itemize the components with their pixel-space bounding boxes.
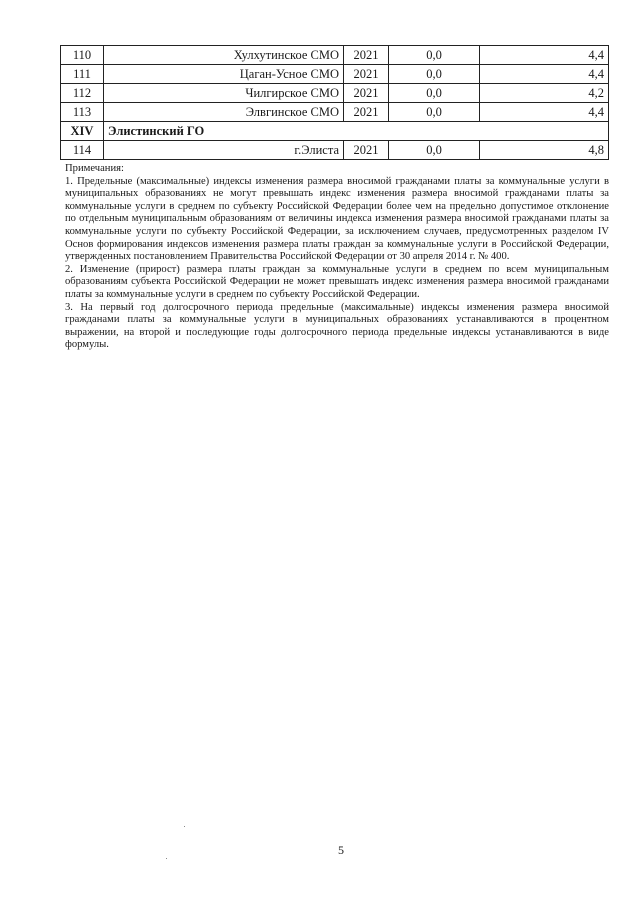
row-year: 2021 [344, 65, 389, 84]
row-value-1: 0,0 [389, 141, 480, 160]
row-number: 110 [61, 46, 104, 65]
table-row [61, 84, 609, 103]
row-number: 113 [61, 103, 104, 122]
row-number: 112 [61, 84, 104, 103]
row-value-1: 0,0 [389, 103, 480, 122]
note-item: 2. Изменение (прирост) размера платы граждан за коммунальные услуги в среднем по всем муниципальным образованиям субъекта Российской Федерации не может превышать индекс изменения размера вносимой гражданами платы за коммунальные услуги в среднем по субъекту Российской Федерации. [65, 263, 609, 300]
note-item: 3. На первый год долгосрочного периода предельные (максимальные) индексы изменения размера вносимой гражданами платы за коммунальные услуги в муниципальных образованиях устанавливаются в процентном выражении, на второй и последующие годы долгосрочного периода предельные индексы устанавливаются в виде формулы. [65, 301, 609, 351]
section-title: Элистинский ГО [104, 122, 609, 141]
row-year: 2021 [344, 103, 389, 122]
row-value-2: 4,4 [480, 46, 609, 65]
page-number: 5 [338, 843, 344, 857]
section-number: XIV [61, 122, 104, 141]
scan-speck [166, 858, 167, 859]
indices-table [60, 45, 609, 160]
row-value-1: 0,0 [389, 84, 480, 103]
row-value-2: 4,4 [480, 103, 609, 122]
row-year: 2021 [344, 141, 389, 160]
row-number: 114 [61, 141, 104, 160]
municipality-name: Элвгинское СМО [104, 103, 344, 122]
scan-speck [184, 826, 185, 827]
row-value-1: 0,0 [389, 46, 480, 65]
row-number: 111 [61, 65, 104, 84]
table-row [61, 141, 609, 160]
table-row [61, 65, 609, 84]
table-row [61, 46, 609, 65]
notes-heading: Примечания: [65, 163, 124, 174]
row-year: 2021 [344, 46, 389, 65]
municipality-name: Чилгирское СМО [104, 84, 344, 103]
row-value-2: 4,4 [480, 65, 609, 84]
municipality-name: г.Элиста [104, 141, 344, 160]
municipality-name: Хулхутинское СМО [104, 46, 344, 65]
note-item: 1. Предельные (максимальные) индексы изменения размера вносимой гражданами платы за коммунальные услуги в муниципальных образованиях не могут превышать индекс изменения размера вносимой гражданами платы за коммунальные услуги в среднем по субъекту Российской Федерации более чем на предельно допустимое отклонение по отдельным муниципальным образованиям от величины индекса изменения размера вносимой гражданами платы за коммунальные услуги по субъекту Российской Федерации, за исключением случаев, предусмотренных разделом IV Основ формирования индексов изменения размера платы граждан за коммунальные услуги в Российской Федерации, утвержденных постановлением Правительства Российской Федерации от 30 апреля 2014 г. № 400. [65, 175, 609, 263]
row-value-2: 4,2 [480, 84, 609, 103]
row-value-2: 4,8 [480, 141, 609, 160]
row-value-1: 0,0 [389, 65, 480, 84]
table-row [61, 103, 609, 122]
municipality-name: Цаган-Усное СМО [104, 65, 344, 84]
notes-section [65, 163, 609, 352]
section-row [61, 122, 609, 141]
row-year: 2021 [344, 84, 389, 103]
